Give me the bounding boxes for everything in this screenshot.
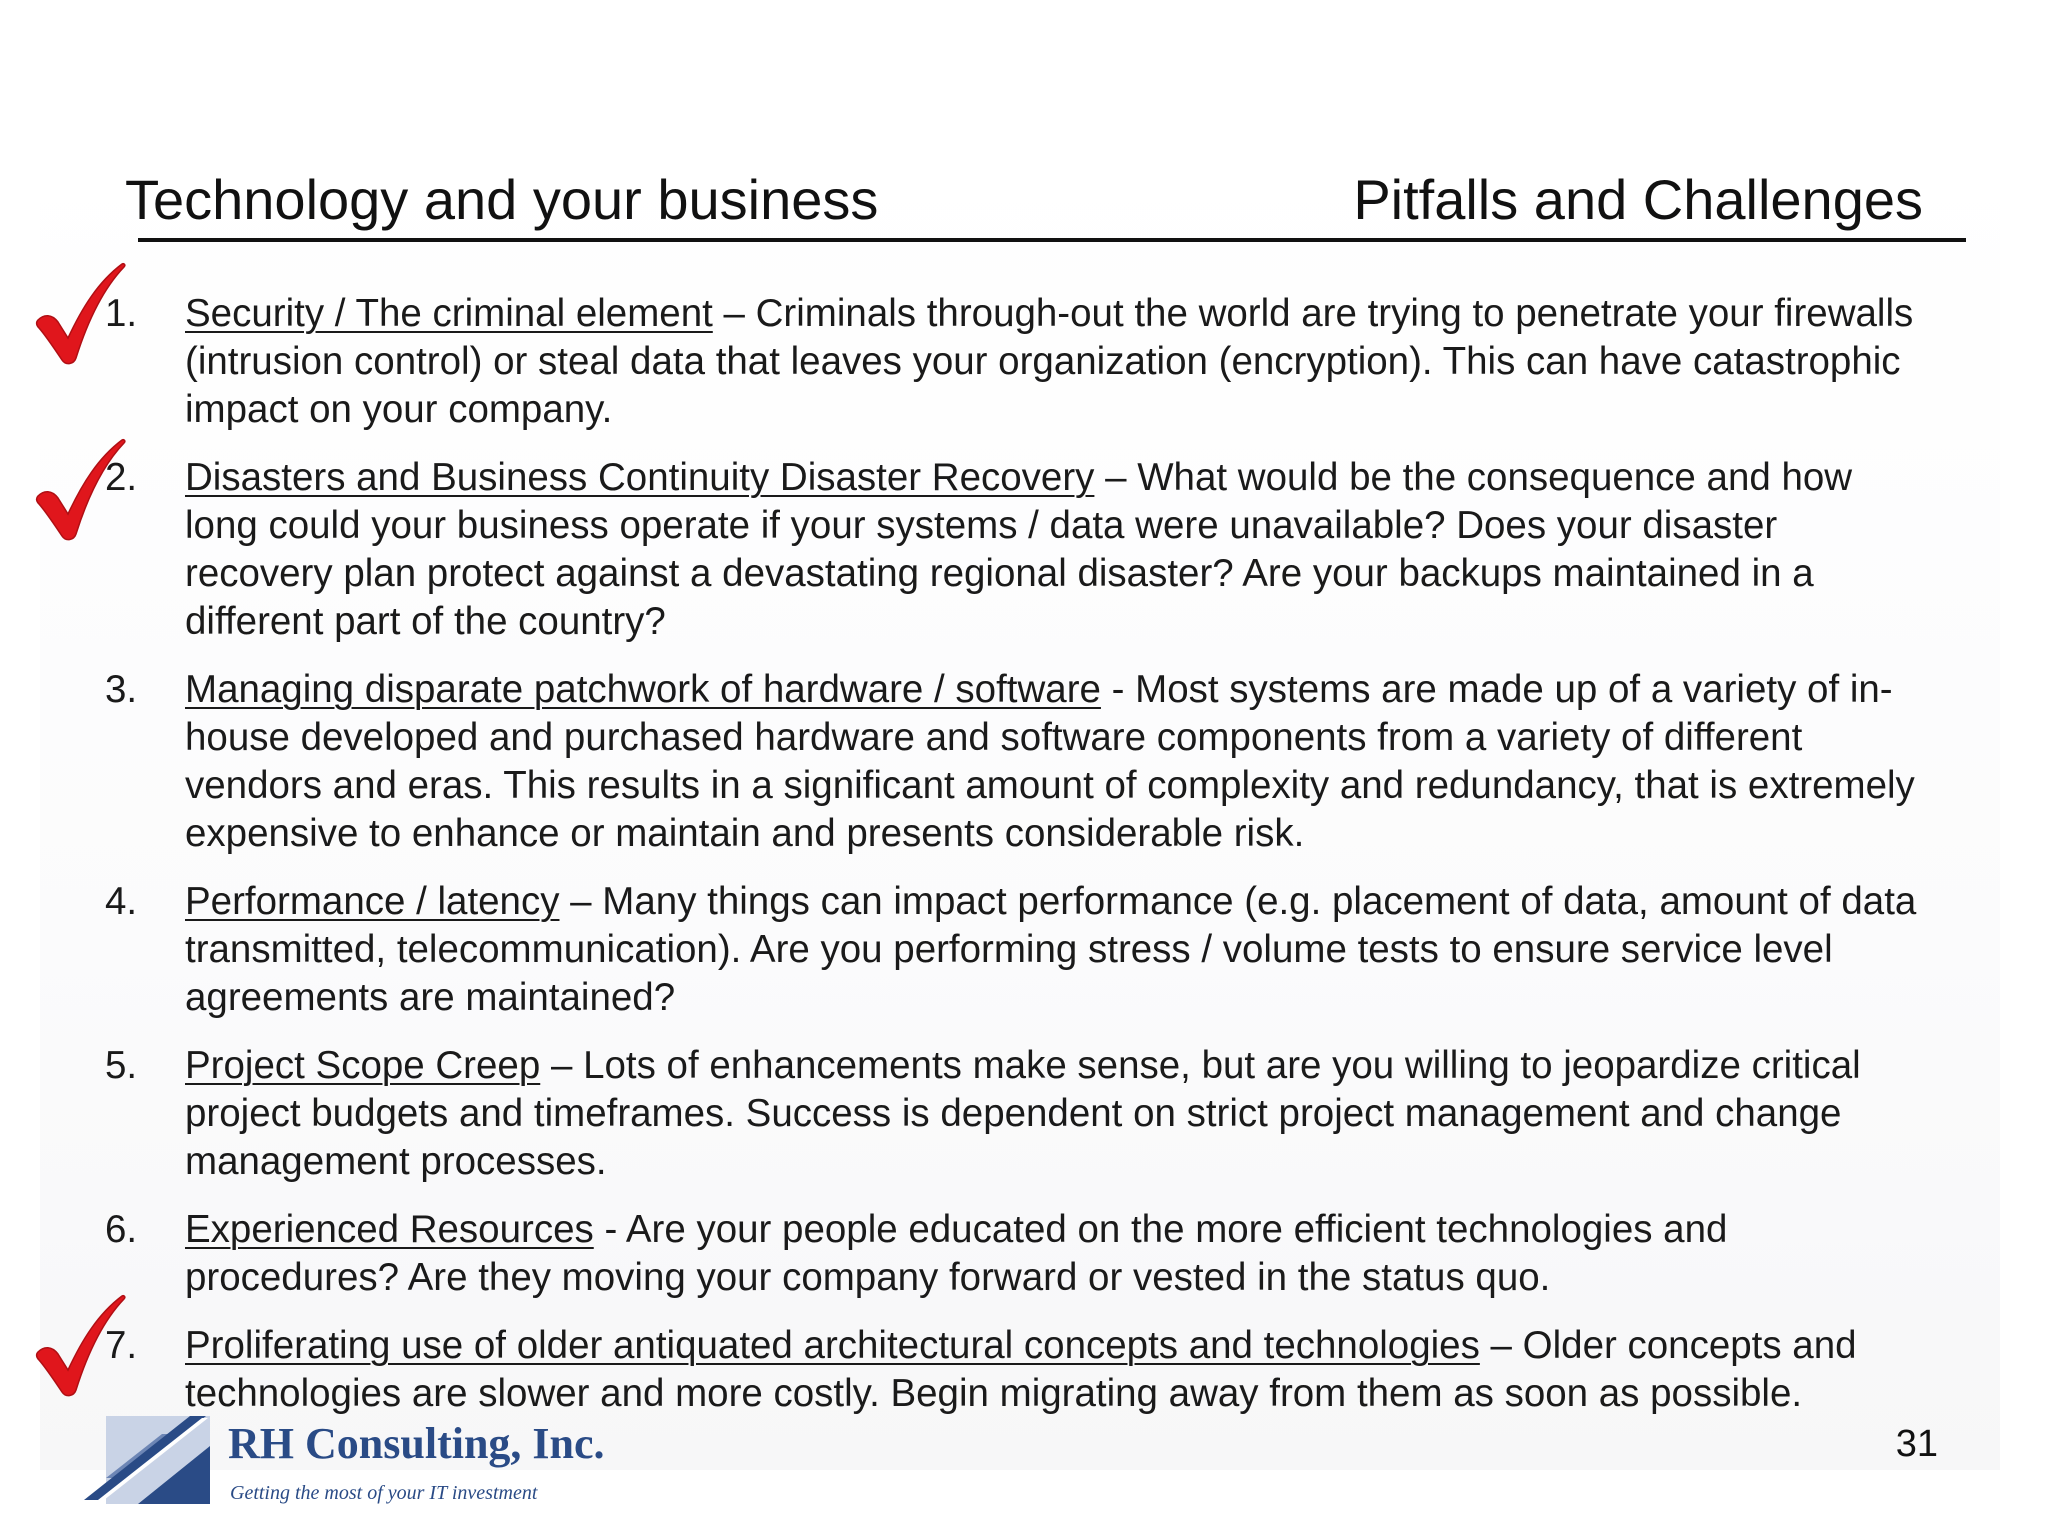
- item-description: Most systems are made up of a variety of in-house developed and purchased hardware and software components from a variety of different vendors and eras. This results in a significant amount of complexity and redundancy, that is extremely expensive to enhance or maintain and presents considerable risk.: [185, 668, 1915, 855]
- list-item: [105, 666, 1935, 858]
- company-name: RH Consulting, Inc.: [228, 1419, 605, 1468]
- list-item: [105, 1042, 1935, 1186]
- item-separator: –: [1094, 456, 1138, 499]
- list-item: [105, 1206, 1935, 1302]
- item-description: What would be the consequence and how long could your business operate if your systems / data were unavailable? Does your disaster recovery plan protect against a devastating regional disaster? Are your backups maintained in a different part of the country?: [185, 456, 1853, 643]
- item-body: [185, 454, 1935, 646]
- item-number: 5.: [105, 1044, 138, 1087]
- item-number: 1.: [105, 292, 138, 335]
- item-topic: Proliferating use of older antiquated architectural concepts and technologies: [185, 1324, 1480, 1367]
- list-item: [105, 1322, 1935, 1418]
- item-separator: -: [593, 1208, 626, 1251]
- list-item: [105, 290, 1935, 434]
- item-topic: Performance / latency: [185, 880, 560, 923]
- company-tagline: Getting the most of your IT investment: [230, 1482, 538, 1504]
- item-topic: Project Scope Creep: [185, 1044, 541, 1087]
- slide-subtitle: Pitfalls and Challenges: [1353, 168, 1923, 231]
- item-body: [185, 878, 1935, 1022]
- company-logo: [84, 1416, 624, 1520]
- item-body: [185, 290, 1935, 434]
- page-number: 31: [1895, 1423, 1938, 1465]
- item-description: Many things can impact performance (e.g. placement of data, amount of data transmitted, telecommunication). Are you performing stress / volume tests to ensure service level agreements are maintained?: [185, 880, 1917, 1019]
- item-separator: –: [559, 880, 603, 923]
- checkmark-shape: [37, 1296, 125, 1396]
- item-separator: –: [712, 292, 756, 335]
- item-number: 3.: [105, 668, 138, 711]
- item-body: [185, 1322, 1935, 1418]
- slide-title: Technology and your business: [125, 168, 879, 231]
- item-topic: Disasters and Business Continuity Disaster Recovery: [185, 456, 1095, 499]
- logo-icon: [84, 1416, 214, 1506]
- item-separator: –: [540, 1044, 584, 1087]
- list-item: [105, 878, 1935, 1022]
- item-number: 2.: [105, 456, 138, 499]
- item-separator: -: [1100, 668, 1136, 711]
- item-number: 6.: [105, 1208, 138, 1251]
- item-body: [185, 666, 1935, 858]
- checkmark-shape: [37, 264, 125, 364]
- item-body: [185, 1206, 1935, 1302]
- checkmark-icon: [32, 258, 128, 370]
- checkmark-icon: [32, 434, 128, 546]
- checkmark-icon: [32, 1290, 128, 1402]
- item-description: Lots of enhancements make sense, but are you willing to jeopardize critical project budgets and timeframes. Success is dependent on strict project management and change management processes.: [185, 1044, 1861, 1183]
- item-description: Are your people educated on the more efficient technologies and procedures? Are they moving your company forward or vested in the status quo.: [185, 1208, 1728, 1299]
- item-topic: Experienced Resources: [185, 1208, 594, 1251]
- item-separator: –: [1479, 1324, 1523, 1367]
- item-topic: Managing disparate patchwork of hardware / software: [185, 668, 1101, 711]
- item-number: 7.: [105, 1324, 138, 1367]
- item-number: 4.: [105, 880, 138, 923]
- checkmark-shape: [37, 440, 125, 540]
- item-description: Criminals through-out the world are trying to penetrate your firewalls (intrusion control) or steal data that leaves your organization (encryption). This can have catastrophic impact on your company.: [185, 292, 1914, 431]
- header-divider: [138, 238, 1966, 242]
- list-item: [105, 454, 1935, 646]
- item-body: [185, 1042, 1935, 1186]
- item-topic: Security / The criminal element: [185, 292, 713, 335]
- item-description: Older concepts and technologies are slower and more costly. Begin migrating away from them as soon as possible.: [185, 1324, 1857, 1415]
